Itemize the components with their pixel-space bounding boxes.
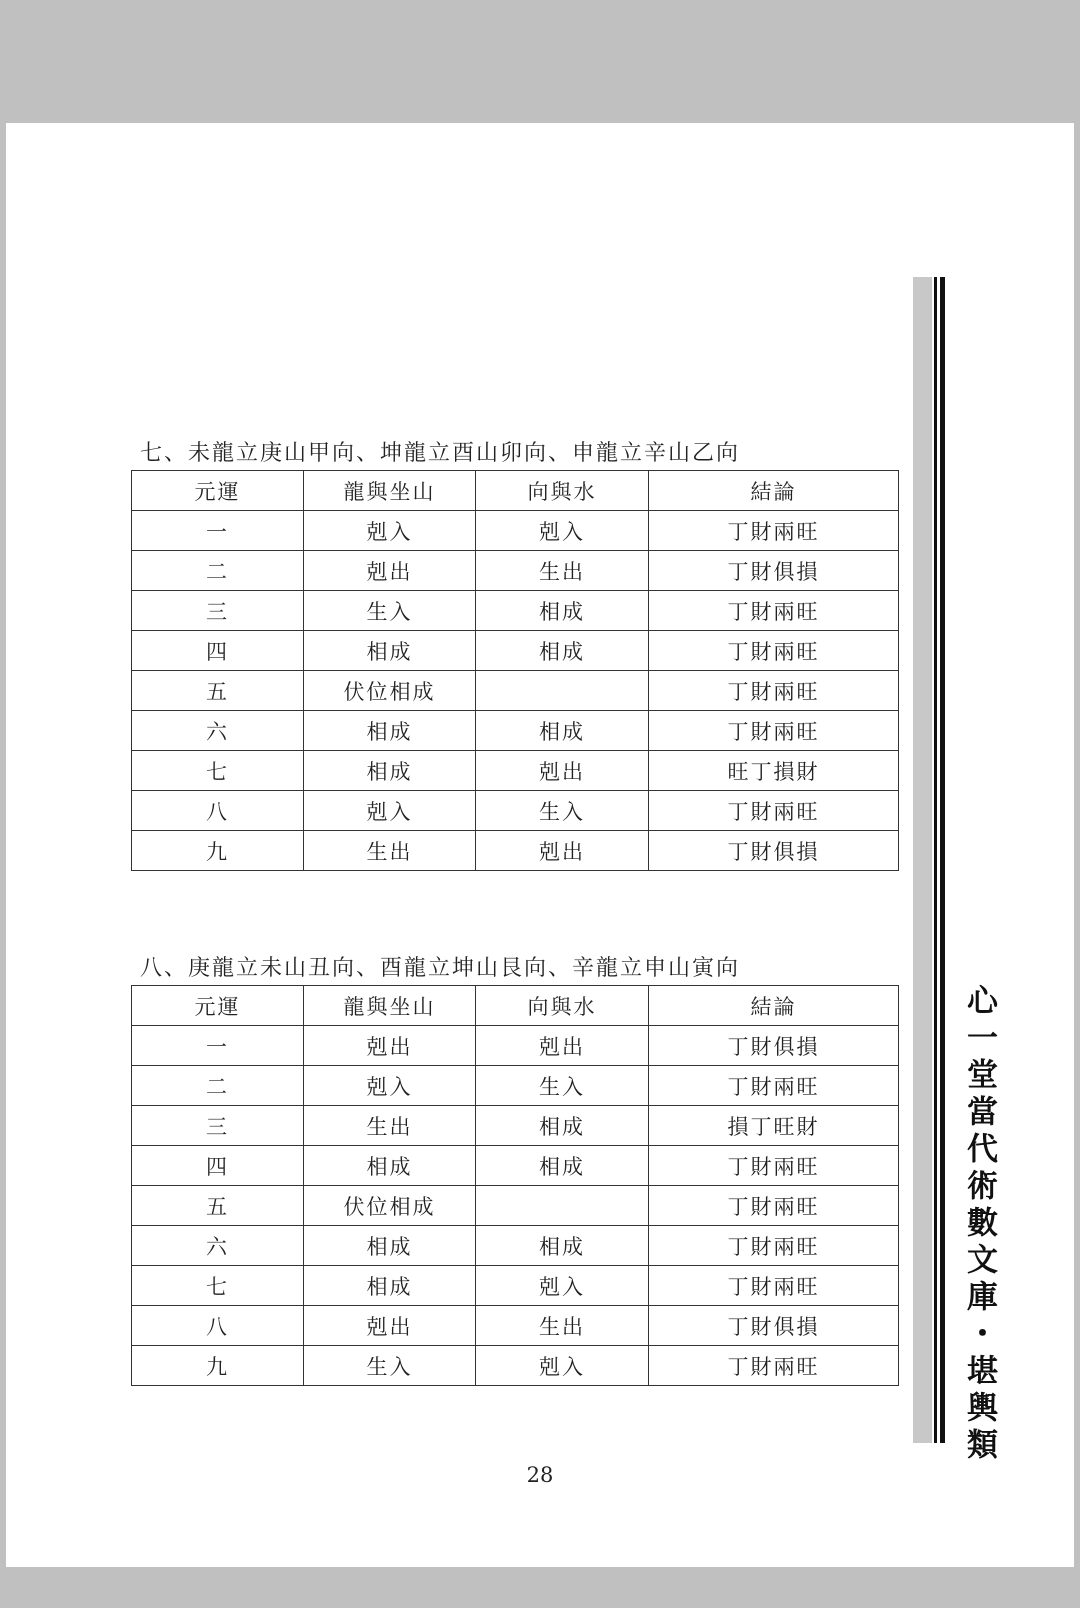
table-cell: 九 xyxy=(132,1346,304,1386)
page-number: 28 xyxy=(526,1463,554,1487)
table-cell: 丁財兩旺 xyxy=(649,1066,899,1106)
table-row xyxy=(132,511,899,551)
table-header-row xyxy=(132,986,899,1026)
table-cell: 生入 xyxy=(476,791,649,831)
header-cell: 元運 xyxy=(132,986,304,1026)
table-row xyxy=(132,591,899,631)
table-cell: 丁財兩旺 xyxy=(649,511,899,551)
table-cell: 相成 xyxy=(304,1226,476,1266)
table-row xyxy=(132,671,899,711)
table-cell: 剋入 xyxy=(304,511,476,551)
header-cell: 結論 xyxy=(649,986,899,1026)
table-cell: 生入 xyxy=(304,591,476,631)
table-row xyxy=(132,711,899,751)
spine-series-title: 心一堂當代術數文庫・堪輿類 xyxy=(961,984,997,1465)
table-cell xyxy=(476,671,649,711)
table-row xyxy=(132,631,899,671)
table-cell: 剋出 xyxy=(476,751,649,791)
table-cell: 丁財俱損 xyxy=(649,551,899,591)
table-cell: 損丁旺財 xyxy=(649,1106,899,1146)
table-cell: 三 xyxy=(132,591,304,631)
table-cell: 丁財兩旺 xyxy=(649,1226,899,1266)
table-cell: 相成 xyxy=(304,631,476,671)
header-cell: 元運 xyxy=(132,471,304,511)
fortune-table-8 xyxy=(131,985,899,1386)
table-row xyxy=(132,1066,899,1106)
table-cell: 八 xyxy=(132,1306,304,1346)
header-cell: 向與水 xyxy=(476,986,649,1026)
table-cell: 相成 xyxy=(304,711,476,751)
table-cell: 五 xyxy=(132,1186,304,1226)
table-cell: 相成 xyxy=(476,1146,649,1186)
table-row xyxy=(132,1146,899,1186)
table-cell: 一 xyxy=(132,1026,304,1066)
table-row xyxy=(132,1226,899,1266)
table-cell: 相成 xyxy=(476,1226,649,1266)
table-cell: 丁財俱損 xyxy=(649,831,899,871)
spine-grey-bar xyxy=(913,277,932,1443)
spine-black-rule-thin xyxy=(934,277,937,1443)
spine-black-rule-thick xyxy=(940,277,945,1443)
table-cell: 生出 xyxy=(476,1306,649,1346)
table-cell: 二 xyxy=(132,1066,304,1106)
table-cell: 丁財兩旺 xyxy=(649,1186,899,1226)
header-cell: 結論 xyxy=(649,471,899,511)
table-row xyxy=(132,791,899,831)
table-cell: 剋入 xyxy=(476,1266,649,1306)
table-cell: 丁財兩旺 xyxy=(649,1266,899,1306)
header-cell: 龍與坐山 xyxy=(304,986,476,1026)
table-cell: 丁財俱損 xyxy=(649,1026,899,1066)
table-cell: 相成 xyxy=(304,1266,476,1306)
table-cell: 丁財兩旺 xyxy=(649,671,899,711)
table-cell: 剋入 xyxy=(304,791,476,831)
table-cell: 生出 xyxy=(476,551,649,591)
section-title-7: 七、未龍立庚山甲向、坤龍立酉山卯向、申龍立辛山乙向 xyxy=(140,441,741,466)
table-cell: 九 xyxy=(132,831,304,871)
table-cell: 相成 xyxy=(476,711,649,751)
header-cell: 龍與坐山 xyxy=(304,471,476,511)
table-cell: 六 xyxy=(132,1226,304,1266)
table-cell: 丁財俱損 xyxy=(649,1306,899,1346)
fortune-table-7 xyxy=(131,470,899,871)
table-row xyxy=(132,551,899,591)
table-cell: 伏位相成 xyxy=(304,671,476,711)
table-cell: 相成 xyxy=(476,631,649,671)
table-cell: 剋出 xyxy=(304,551,476,591)
table-row xyxy=(132,1026,899,1066)
table-cell: 剋入 xyxy=(476,1346,649,1386)
table-cell: 七 xyxy=(132,1266,304,1306)
table-cell: 剋入 xyxy=(476,511,649,551)
table-row xyxy=(132,1306,899,1346)
table-cell: 剋出 xyxy=(476,1026,649,1066)
table-cell: 生出 xyxy=(304,1106,476,1146)
table-cell: 剋出 xyxy=(304,1026,476,1066)
table-row xyxy=(132,1186,899,1226)
table-cell: 五 xyxy=(132,671,304,711)
table-cell: 相成 xyxy=(304,1146,476,1186)
table-cell: 四 xyxy=(132,1146,304,1186)
table-cell: 丁財兩旺 xyxy=(649,591,899,631)
table-cell: 丁財兩旺 xyxy=(649,711,899,751)
header-cell: 向與水 xyxy=(476,471,649,511)
table-cell: 剋出 xyxy=(476,831,649,871)
table-cell: 丁財兩旺 xyxy=(649,1346,899,1386)
table-cell: 伏位相成 xyxy=(304,1186,476,1226)
table-cell: 丁財兩旺 xyxy=(649,791,899,831)
table-cell xyxy=(476,1186,649,1226)
table-cell: 丁財兩旺 xyxy=(649,1146,899,1186)
table-cell: 生出 xyxy=(304,831,476,871)
table-cell: 相成 xyxy=(304,751,476,791)
table-header-row xyxy=(132,471,899,511)
table-cell: 三 xyxy=(132,1106,304,1146)
table-row xyxy=(132,751,899,791)
table-cell: 七 xyxy=(132,751,304,791)
table-cell: 丁財兩旺 xyxy=(649,631,899,671)
table-cell: 四 xyxy=(132,631,304,671)
table-cell: 八 xyxy=(132,791,304,831)
table-row xyxy=(132,1266,899,1306)
table-cell: 旺丁損財 xyxy=(649,751,899,791)
table-cell: 生入 xyxy=(304,1346,476,1386)
section-title-8: 八、庚龍立未山丑向、酉龍立坤山艮向、辛龍立申山寅向 xyxy=(140,956,741,981)
table-cell: 六 xyxy=(132,711,304,751)
table-cell: 生入 xyxy=(476,1066,649,1106)
table-cell: 剋出 xyxy=(304,1306,476,1346)
table-row xyxy=(132,1106,899,1146)
table-row xyxy=(132,831,899,871)
table-cell: 二 xyxy=(132,551,304,591)
table-cell: 一 xyxy=(132,511,304,551)
table-cell: 相成 xyxy=(476,1106,649,1146)
table-row xyxy=(132,1346,899,1386)
table-cell: 相成 xyxy=(476,591,649,631)
table-cell: 剋入 xyxy=(304,1066,476,1106)
